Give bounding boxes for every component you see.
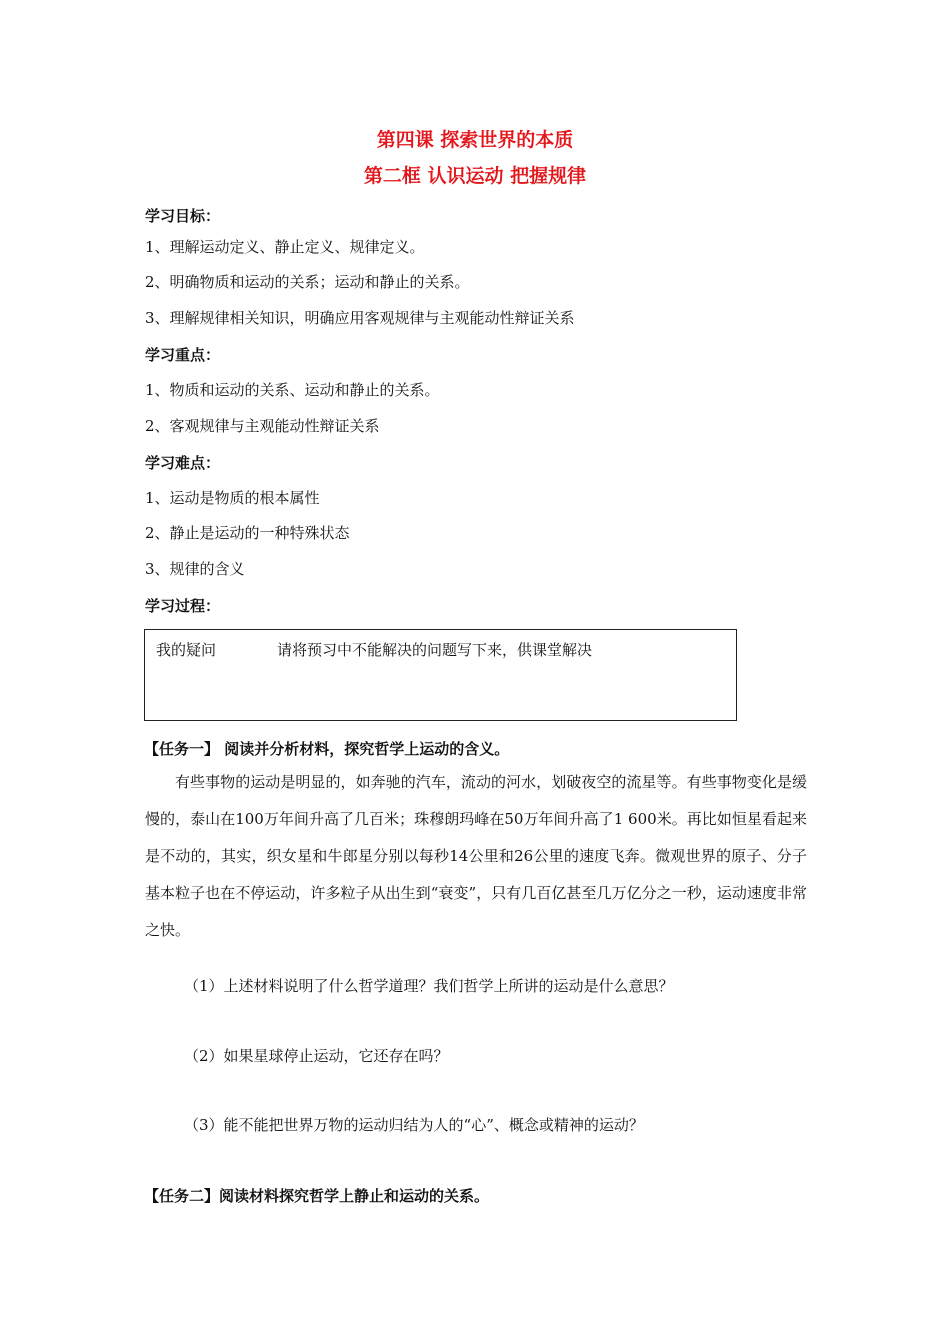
lesson-title: 第四课 探索世界的本质: [376, 129, 574, 151]
objective-item-1: 1、理解运动定义、静止定义、规律定义。: [145, 238, 425, 256]
difficulty-item-1: 1、运动是物质的根本属性: [145, 489, 320, 507]
question-box[interactable]: [144, 629, 737, 721]
key-points-heading: 学习重点：: [145, 346, 221, 364]
question-box-instruction: 请将预习中不能解决的问题写下来，供课堂解决: [277, 641, 593, 659]
task1-question-2: （2）如果星球停止运动，它还存在吗？: [184, 1047, 449, 1065]
difficulty-item-3: 3、规律的含义: [145, 560, 245, 578]
task1-heading: 【任务一】 阅读并分析材料，探究哲学上运动的含义。: [144, 740, 510, 758]
objective-item-3: 3、理解规律相关知识，明确应用客观规律与主观能动性辩证关系: [145, 309, 575, 327]
question-box-label: 我的疑问: [156, 641, 217, 659]
objectives-heading: 学习目标：: [145, 207, 221, 225]
section-title: 第二框 认识运动 把握规律: [363, 165, 587, 187]
task1-question-3: （3）能不能把世界万物的运动归结为人的“心”、概念或精神的运动？: [184, 1116, 644, 1134]
key-point-item-2: 2、客观规律与主观能动性辩证关系: [145, 417, 380, 435]
objective-item-2: 2、明确物质和运动的关系；运动和静止的关系。: [145, 273, 470, 291]
task1-question-1: （1）上述材料说明了什么哲学道理？我们哲学上所讲的运动是什么意思？: [184, 977, 674, 995]
task2-heading: 【任务二】阅读材料探究哲学上静止和运动的关系。: [144, 1187, 490, 1205]
difficulty-item-2: 2、静止是运动的一种特殊状态: [145, 524, 350, 542]
process-heading: 学习过程：: [145, 597, 221, 615]
difficulties-heading: 学习难点：: [145, 454, 221, 472]
task1-paragraph: 有些事物的运动是明显的，如奔驰的汽车，流动的河水，划破夜空的流星等。有些事物变化是缓慢的，泰山在100万年间升高了几百米；珠穆朗玛峰在50万年间升高了1 600米。再比如恒星看起来是不动的，其实，织女星和牛郎星分别以每秒14公里和26公里的速度飞奔。微观世界的原子、分子基本粒子也在不停运动，许多粒子从出生到“衰变”，只有几百亿甚至几万亿分之一秒，运动速度非常之快。: [145, 773, 807, 939]
key-point-item-1: 1、物质和运动的关系、运动和静止的关系。: [145, 381, 440, 399]
